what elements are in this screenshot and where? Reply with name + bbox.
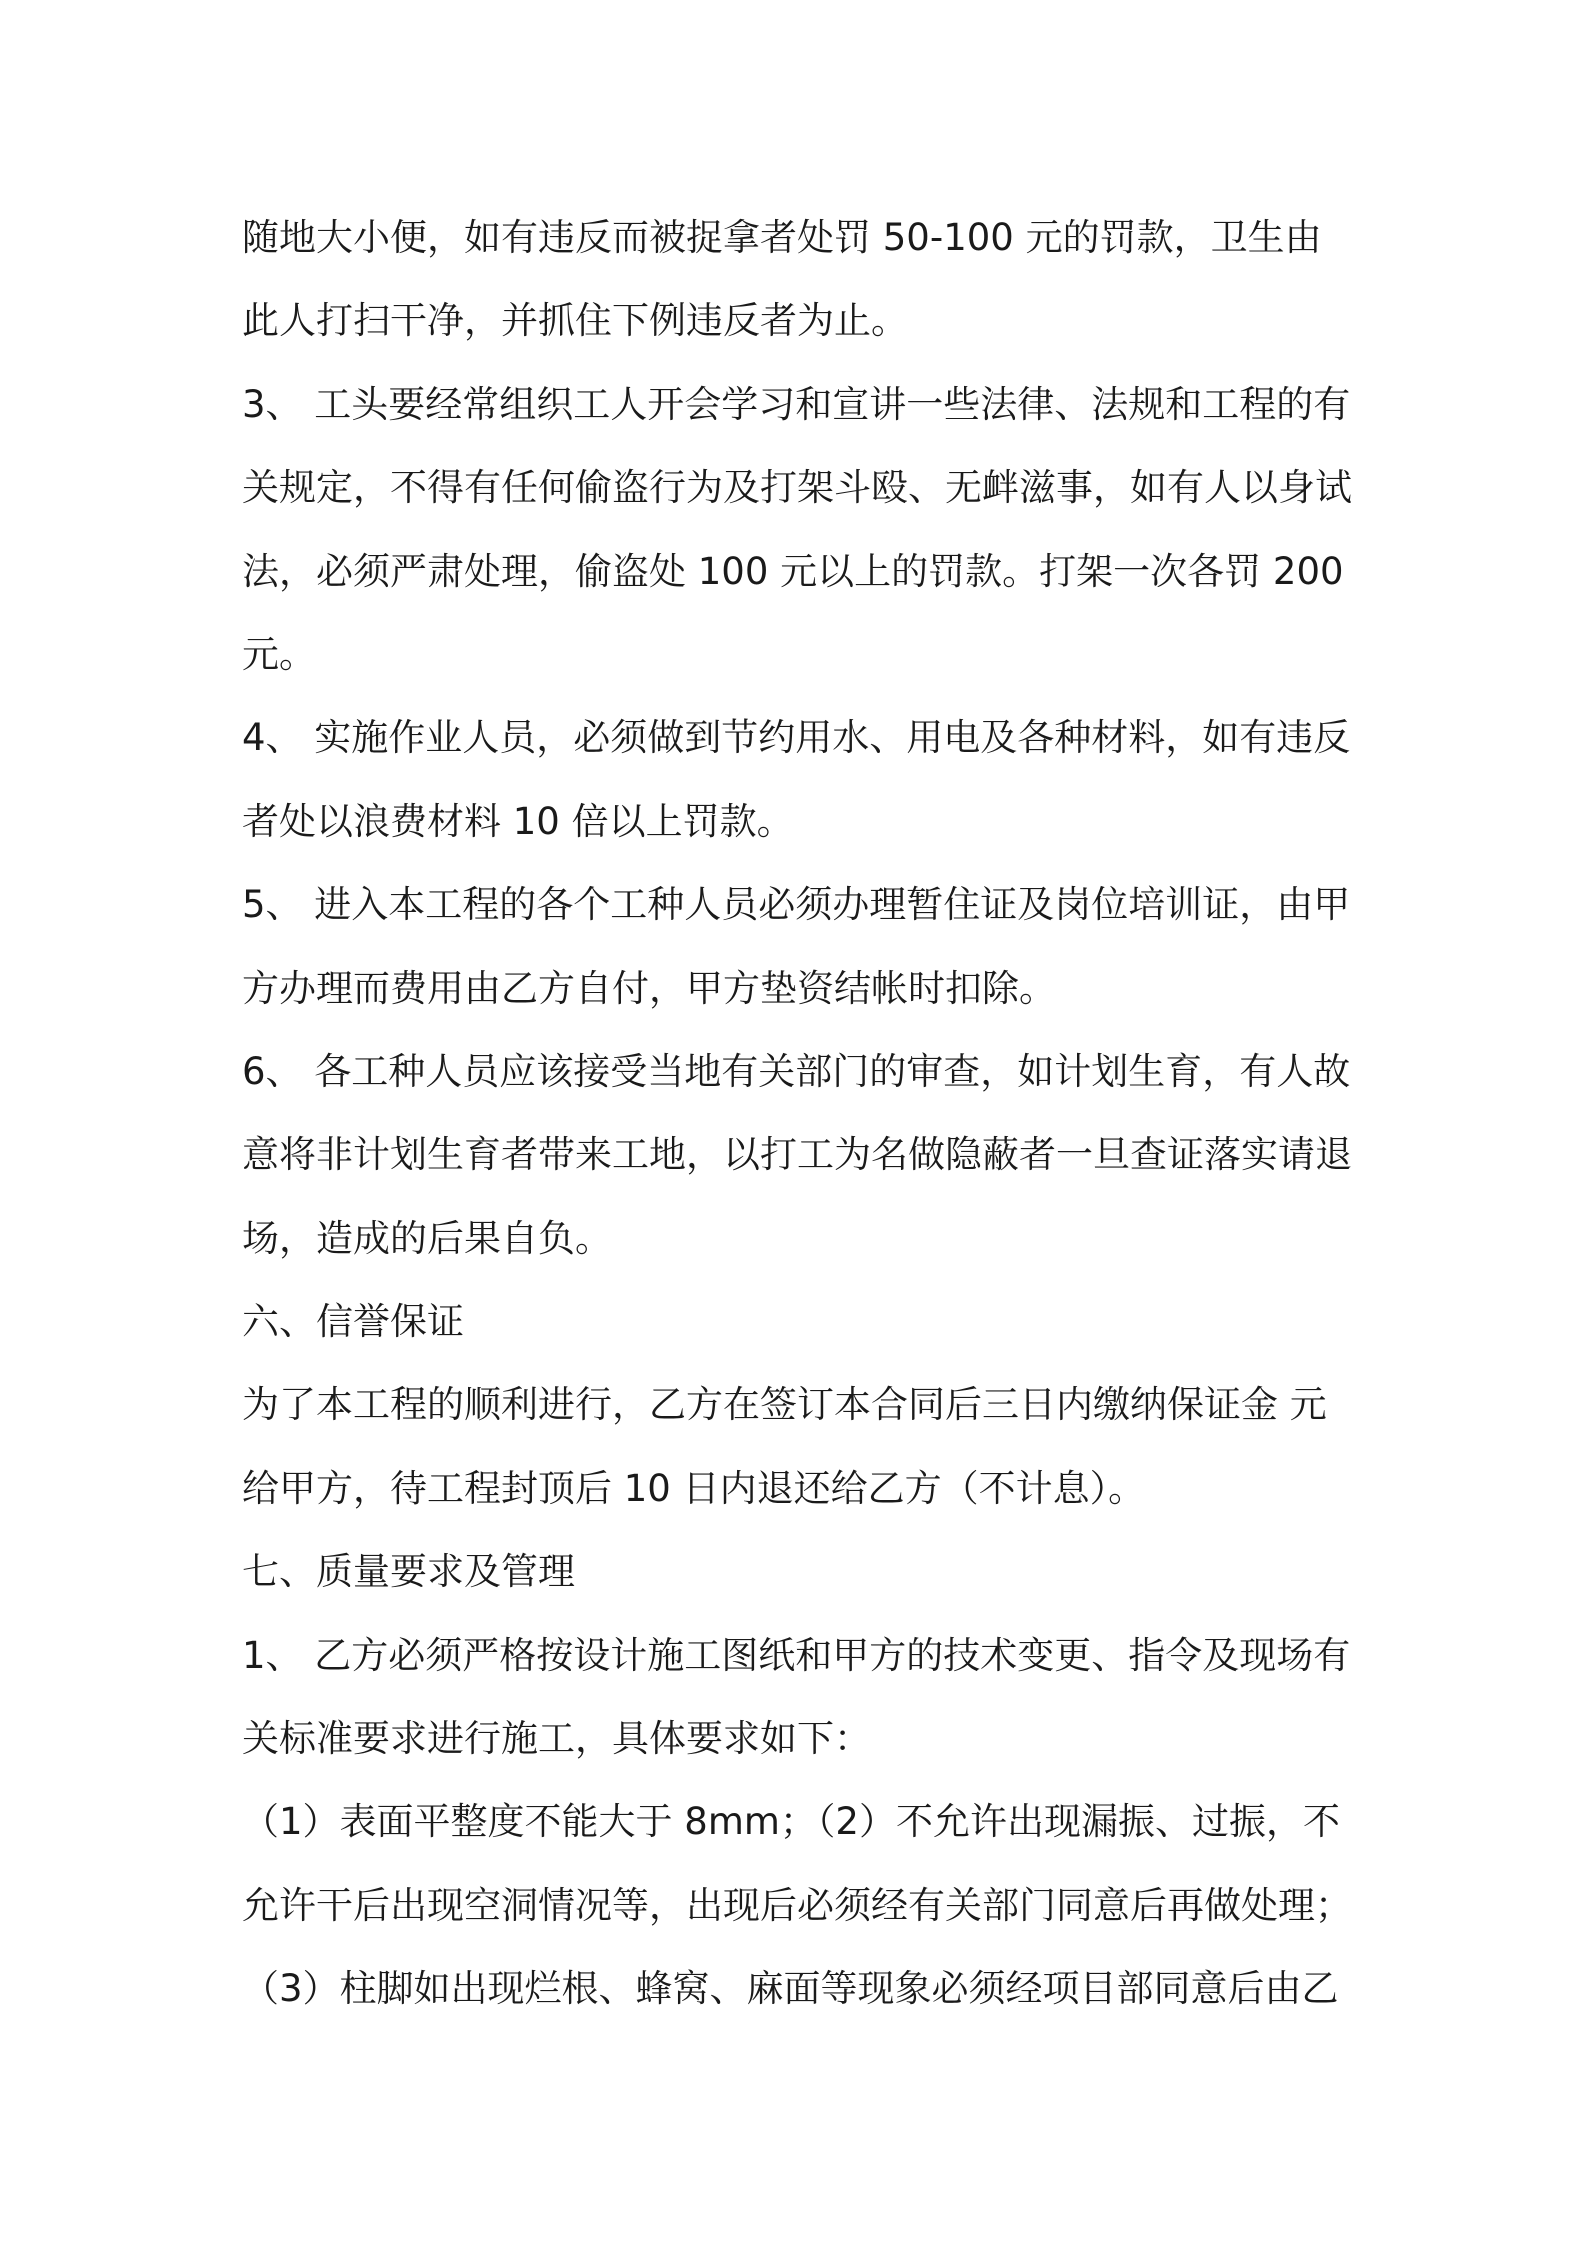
text-line: 4、 实施作业人员，必须做到节约用水、用电及各种材料，如有违反 [242, 716, 1351, 760]
text-line: 意将非计划生育者带来工地，以打工为名做隐蔽者一旦查证落实请退 [242, 1133, 1352, 1177]
text-line: 场，造成的后果自负。 [242, 1216, 612, 1260]
text-line: 3、 工头要经常组织工人开会学习和宣讲一些法律、法规和工程的有 [242, 382, 1351, 426]
section-heading: 七、质量要求及管理 [242, 1550, 575, 1594]
text-line: 给甲方，待工程封顶后 10 日内退还给乙方（不计息）。 [242, 1466, 1146, 1510]
text-line: 6、 各工种人员应该接受当地有关部门的审查，如计划生育，有人故 [242, 1049, 1351, 1093]
text-line: 元。 [242, 632, 316, 676]
text-line: 法，必须严肃处理，偷盗处 100 元以上的罚款。打架一次各罚 200 [242, 549, 1344, 593]
text-line: 关规定，不得有任何偷盗行为及打架斗殴、无衅滋事，如有人以身试 [242, 466, 1352, 510]
text-line: 允许干后出现空洞情况等，出现后必须经有关部门同意后再做处理； [242, 1883, 1352, 1927]
document-body [242, 196, 1360, 2031]
text-line: 为了本工程的顺利进行，乙方在签订本合同后三日内缴纳保证金 元 [242, 1383, 1327, 1427]
text-line: （3）柱脚如出现烂根、蜂窝、麻面等现象必须经项目部同意后由乙 [242, 1967, 1339, 2011]
text-line: 随地大小便，如有违反而被捉拿者处罚 50-100 元的罚款，卫生由 [242, 216, 1322, 259]
section-heading: 六、信誉保证 [242, 1300, 464, 1344]
text-line: 者处以浪费材料 10 倍以上罚款。 [242, 799, 794, 843]
text-line: 方办理而费用由乙方自付，甲方垫资结帐时扣除。 [242, 966, 1056, 1010]
text-line: 1、 乙方必须严格按设计施工图纸和甲方的技术变更、指令及现场有 [242, 1633, 1351, 1677]
text-line: 5、 进入本工程的各个工种人员必须办理暂住证及岗位培训证，由甲 [242, 883, 1351, 927]
text-line: （1）表面平整度不能大于 8mm；（2）不允许出现漏振、过振，不 [242, 1800, 1340, 1844]
text-line: 关标准要求进行施工，具体要求如下： [242, 1717, 871, 1761]
text-line: 此人打扫干净，并抓住下例违反者为止。 [242, 299, 908, 343]
